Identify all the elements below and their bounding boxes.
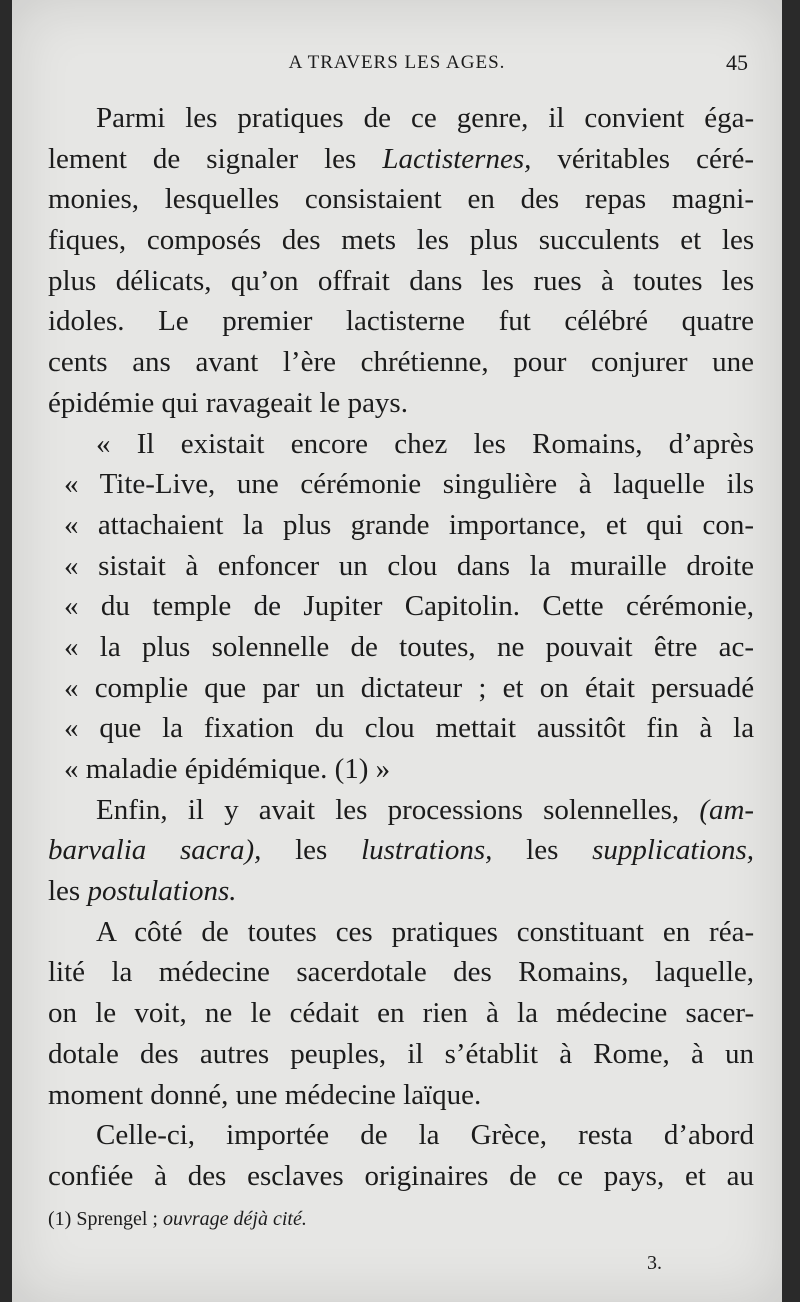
text-line: cents ans avant l’ère chrétienne, pour conjurer une: [48, 346, 755, 379]
body-text: [48, 98, 754, 1197]
page-header: [12, 50, 782, 80]
text-line: « Il existait encore chez les Romains, d’après: [96, 427, 755, 460]
text-line: « du temple de Jupiter Capitolin. Cette cérémonie,: [64, 590, 754, 623]
text-line: « complie que par un dictateur ; et on était persuadé: [64, 671, 755, 704]
footnote-italic: ouvrage déjà cité.: [162, 1208, 307, 1230]
text-line: lement de signaler les Lactisternes, véritables céré-: [48, 142, 755, 175]
text-line: « la plus solennelle de toutes, ne pouvait être ac-: [64, 630, 755, 663]
text-line: « attachaient la plus grande importance, et qui con-: [64, 508, 755, 541]
running-title: A TRAVERS LES AGES.: [288, 52, 506, 73]
signature-mark: 3.: [647, 1252, 662, 1274]
text-line: plus délicats, qu’on offrait dans les rues à toutes les: [48, 264, 755, 297]
text-line: épidémie qui ravageait le pays.: [48, 386, 408, 419]
text-line: monies, lesquelles consistaient en des repas magni-: [48, 183, 755, 216]
text-line: idoles. Le premier lactisterne fut célébré quatre: [48, 305, 755, 338]
text-line: dotale des autres peuples, il s’établit à Rome, à un: [48, 1037, 754, 1070]
text-line: fiques, composés des mets les plus succulents et les: [48, 224, 755, 257]
text-line: « Tite-Live, une cérémonie singulière à laquelle ils: [64, 468, 755, 501]
text-line: confiée à des esclaves originaires de ce pays, et au: [48, 1159, 754, 1192]
text-line: Enfin, il y avait les processions solennelles, (am-: [96, 793, 755, 826]
text-line: on le voit, ne le cédait en rien à la médecine sacer-: [48, 997, 755, 1030]
text-line: « sistait à enfoncer un clou dans la muraille droite: [64, 549, 755, 582]
book-page: [12, 0, 782, 1302]
page-number: 45: [726, 50, 748, 75]
footnote-marker: (1) Sprengel ;: [48, 1208, 163, 1230]
text-line: les postulations.: [48, 875, 237, 908]
text-line: Celle-ci, importée de la Grèce, resta d’abord: [96, 1119, 755, 1152]
text-line: moment donné, une médecine laïque.: [48, 1078, 482, 1111]
text-line: « maladie épidémique. (1) »: [64, 753, 391, 785]
text-line: barvalia sacra), les lustrations, les supplications,: [48, 834, 755, 867]
text-line: A côté de toutes ces pratiques constituant en réa-: [96, 915, 755, 948]
text-line: Parmi les pratiques de ce genre, il convient éga-: [96, 102, 755, 134]
text-line: « que la fixation du clou mettait aussitôt fin à la: [64, 712, 755, 745]
footnote: [48, 1208, 307, 1231]
text-line: lité la médecine sacerdotale des Romains, laquelle,: [48, 956, 755, 989]
